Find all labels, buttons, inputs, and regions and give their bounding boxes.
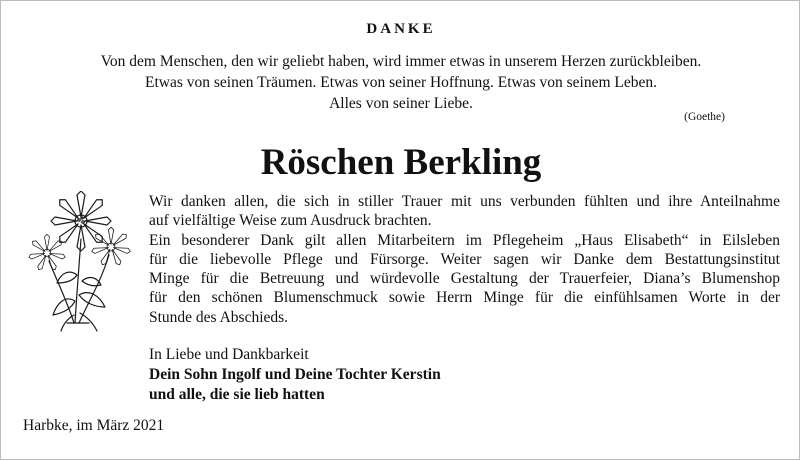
- signature-line: Dein Sohn Ingolf und Deine Tochter Kerstin: [149, 366, 441, 383]
- quote-line: Etwas von seinen Träumen. Etwas von seiner Hoffnung. Etwas von seinem Leben.: [145, 74, 657, 91]
- edelweiss-icon: [27, 191, 135, 333]
- quote-block: [1, 51, 800, 114]
- body-line: Stunde des Abschieds.: [149, 308, 289, 326]
- thanks-text: [149, 192, 780, 327]
- body-line: Minge für die Betreuung und würdevolle Gestaltung der Trauerfeier, Diana’s Blumenshop: [149, 270, 780, 288]
- notice-heading: DANKE: [366, 21, 436, 37]
- body-line: Ein besonderer Dank gilt allen Mitarbeitern im Pflegeheim „Haus Elisabeth“ in Eilsleben: [149, 231, 780, 249]
- body-line: für den schönen Blumenschmuck sowie Herrn Minge für die einfühlsamen Worte in der: [149, 289, 780, 307]
- quote-author: (Goethe): [684, 111, 725, 123]
- deceased-name: Röschen Berkling: [260, 142, 542, 183]
- signature-line: und alle, die sie lieb hatten: [149, 386, 325, 403]
- closing-block: [149, 345, 441, 405]
- place-date: Harbke, im März 2021: [23, 417, 165, 434]
- body-line: auf vielfältige Weise zum Ausdruck brachten.: [149, 212, 432, 230]
- closing-intro: In Liebe und Dankbarkeit: [149, 346, 309, 363]
- quote-line: Von dem Menschen, den wir geliebt haben, wird immer etwas in unserem Herzen zurückbleiben.: [100, 53, 702, 70]
- body-line: Wir danken allen, die sich in stiller Trauer mit uns verbunden fühlten und ihre Anteilnahme: [149, 193, 780, 210]
- body-line: für die liebevolle Pflege und Fürsorge. Weiter sagen wir Danke dem Bestattungsinstitut: [149, 250, 780, 268]
- quote-line: Alles von seiner Liebe.: [329, 95, 473, 112]
